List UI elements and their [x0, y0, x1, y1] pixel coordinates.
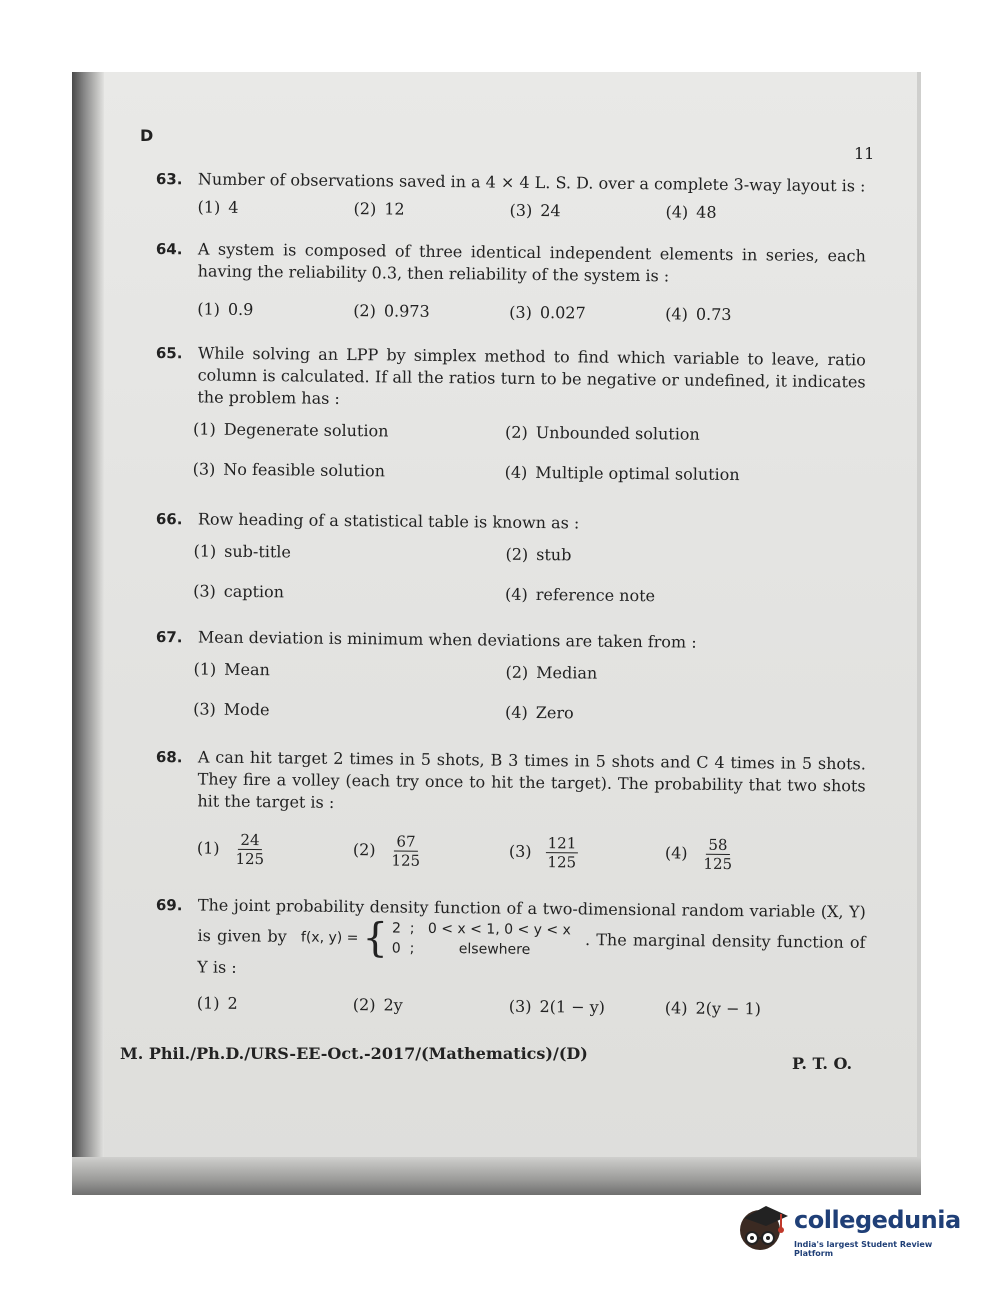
question-68	[155, 746, 866, 883]
options	[197, 196, 865, 233]
question-66	[155, 508, 866, 627]
scan-shadow-bottom	[72, 1157, 921, 1195]
collegedunia-logo	[736, 1200, 966, 1260]
logo-wordmark: collegedunia	[794, 1206, 961, 1234]
option-2: (2) 2y	[352, 995, 403, 1015]
question-69	[155, 894, 866, 1029]
option-1: (1) Degenerate solution	[192, 419, 389, 441]
option-1: (1) 4	[197, 197, 239, 217]
option-1: (1) Mean	[193, 659, 271, 680]
question-number: 66.	[155, 509, 183, 529]
fraction: $\frac{58}{125}$	[703, 835, 733, 874]
option-4: (4) 2(y − 1)	[664, 998, 762, 1019]
option-4: (4) 0.73	[665, 304, 732, 325]
question-67	[155, 626, 866, 745]
options	[193, 540, 866, 627]
option-1: (1) sub-title	[193, 541, 292, 562]
option-3: (3) caption	[193, 581, 285, 602]
question-64	[155, 238, 866, 335]
options	[197, 298, 865, 335]
option-3: (3) Mode	[193, 699, 270, 720]
option-1: (1) 0.9	[197, 299, 254, 320]
scanned-page	[72, 72, 921, 1195]
question-text: While solving an LPP by simplex method to find which variable to leave, ratio column is calculated. If all the ratios turn to be negative or undefined, it indicates the problem has :	[197, 343, 866, 408]
options	[192, 418, 865, 505]
logo-tagline: India's largest Student Review Platform	[794, 1240, 933, 1258]
option-2: (2) $\frac{67}{125}$	[353, 832, 423, 870]
pdf-formula: f(x, y) = { 2 ; 0 < x < 1, 0 < y < x 0 ; elsewhere	[300, 915, 571, 962]
question-number: 68.	[155, 747, 183, 767]
question-number: 63.	[155, 169, 183, 189]
option-4: (4) 48	[665, 202, 717, 222]
pto-label: P. T. O.	[792, 1054, 853, 1073]
option-4: (4) Zero	[505, 702, 574, 723]
options	[197, 830, 865, 883]
question-text: Mean deviation is minimum when deviations are taken from :	[197, 627, 697, 652]
option-3: (3) 0.027	[509, 302, 586, 323]
option-2: (2) stub	[505, 544, 572, 565]
option-4: (4) Multiple optimal solution	[504, 462, 740, 485]
page-content	[72, 72, 921, 1195]
options	[193, 658, 866, 745]
option-3: (3) $\frac{121}{125}$	[508, 834, 577, 872]
fraction: $\frac{67}{125}$	[391, 832, 421, 870]
exam-code: M. Phil./Ph.D./URS-EE-Oct.-2017/(Mathematics)/(D)	[120, 1044, 588, 1063]
question-text: Row heading of a statistical table is known as :	[197, 509, 580, 533]
option-2: (2) 12	[353, 199, 405, 219]
option-2: (2) 0.973	[353, 301, 430, 321]
question-number: 67.	[155, 627, 183, 647]
question-number: 69.	[155, 895, 183, 915]
set-code: D	[140, 126, 154, 145]
option-3: (3) 24	[509, 200, 561, 221]
page-number: 11	[854, 144, 875, 163]
question-number: 64.	[155, 239, 183, 259]
option-4: (4) reference note	[505, 584, 656, 606]
option-2: (2) Unbounded solution	[504, 422, 700, 444]
option-1: (1) 2	[196, 993, 238, 1013]
question-text: A can hit target 2 times in 5 shots, B 3 times in 5 shots and C 4 times in 5 shots. They fire a volley (each try once to hit the target). The probability that two shots hit the target is :	[197, 747, 866, 812]
option-3: (3) No feasible solution	[192, 459, 386, 481]
option-4: (4) $\frac{58}{125}$	[665, 835, 735, 873]
option-1: (1) $\frac{24}{125}$	[197, 830, 267, 868]
options	[197, 992, 865, 1029]
fraction: $\frac{24}{125}$	[235, 830, 265, 869]
fraction: $\frac{121}{125}$	[547, 834, 577, 872]
question-65	[154, 342, 866, 505]
mascot-icon	[736, 1200, 790, 1254]
question-text: The joint probability density function of a two-dimensional random variable (X, Y) is given by f(x, y) = { 2 ; 0 < x < 1, 0 < y < x 0 ; elsewhere . The marginal density function of Y is :	[197, 895, 866, 977]
option-2: (2) Median	[505, 662, 598, 683]
question-number: 65.	[155, 343, 183, 363]
question-63	[155, 168, 866, 233]
question-text: A system is composed of three identical independent elements in series, each having the reliability 0.3, then reliability of the system is :	[197, 239, 866, 286]
option-3: (3) 2(1 − y)	[508, 996, 606, 1017]
question-text: Number of observations saved in a 4 × 4 L. S. D. over a complete 3-way layout is :	[197, 169, 866, 196]
